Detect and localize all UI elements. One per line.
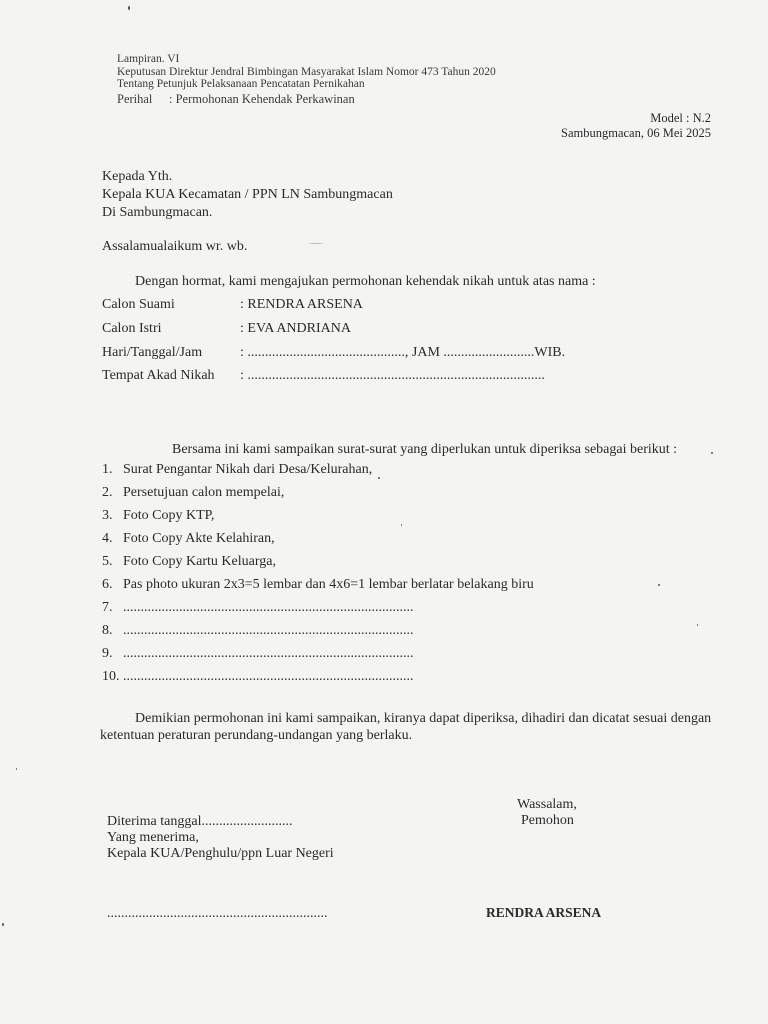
scan-speck <box>2 923 4 926</box>
scan-speck <box>128 6 130 10</box>
intro-text: Dengan hormat, kami mengajukan permohonan kehendak nikah untuk atas nama : <box>135 274 596 289</box>
received-date: Diterima tanggal.......................... <box>107 814 293 829</box>
list-item <box>102 600 414 616</box>
scan-speck <box>378 477 380 479</box>
field-tempat-akad <box>102 368 545 384</box>
perihal-value: : Permohonan Kehendak Perkawinan <box>169 91 355 106</box>
recipient-line-2: Kepala KUA Kecamatan / PPN LN Sambungmacan <box>102 187 393 202</box>
list-item <box>102 485 284 501</box>
keputusan-text: Keputusan Direktur Jendral Bimbingan Masyarakat Islam Nomor 473 Tahun 2020 <box>117 65 496 78</box>
list-text: Surat Pengantar Nikah dari Desa/Kelurahan, <box>123 462 373 477</box>
docs-intro: Bersama ini kami sampaikan surat-surat yang diperlukan untuk diperiksa sebagai berikut : <box>172 442 678 457</box>
list-item <box>102 554 276 570</box>
header-block <box>117 53 496 105</box>
field-value: : EVA ANDRIANA <box>240 321 351 336</box>
greeting: Assalamualaikum wr. wb. <box>102 239 248 254</box>
recipient-line-3: Di Sambungmacan. <box>102 205 213 220</box>
list-item <box>102 577 534 593</box>
tentang-text: Tentang Petunjuk Pelaksanaan Pencatatan Pernikahan <box>117 78 365 90</box>
list-text: Foto Copy KTP, <box>123 508 215 523</box>
list-item <box>102 669 414 685</box>
scan-speck <box>697 624 698 626</box>
model-date-block <box>561 111 711 141</box>
field-value: : ............................................., JAM ..........................WIB. <box>240 345 566 360</box>
place-date: Sambungmacan, 06 Mei 2025 <box>561 126 711 140</box>
field-value: : RENDRA ARSENA <box>240 297 363 312</box>
receiver-text: Yang menerima, <box>107 830 199 845</box>
closing-line-2: ketentuan peraturan perundang-undangan yang berlaku. <box>100 728 413 743</box>
list-text: ................................................................................... <box>123 623 414 638</box>
list-number: 5. <box>102 554 113 569</box>
receiver-name-line: ............................................................... <box>107 906 328 921</box>
field-value: : ..................................................................................... <box>240 368 545 383</box>
scan-speck <box>658 584 660 586</box>
list-text: ................................................................................... <box>123 600 414 615</box>
list-number: 1. <box>102 462 113 477</box>
list-item <box>102 462 372 478</box>
list-number: 9. <box>102 646 113 661</box>
list-number: 2. <box>102 485 113 500</box>
list-item <box>102 508 214 524</box>
list-text: Pas photo ukuran 2x3=5 lembar dan 4x6=1 lembar berlatar belakang biru <box>123 577 534 592</box>
field-label: Hari/Tanggal/Jam <box>102 345 203 360</box>
scan-smudge <box>309 243 323 244</box>
scan-speck <box>16 768 17 770</box>
field-label: Calon Suami <box>102 297 175 312</box>
list-text: ................................................................................... <box>123 646 414 661</box>
list-item <box>102 623 414 639</box>
pemohon-text: Pemohon <box>521 813 574 828</box>
list-number: 4. <box>102 531 113 546</box>
wassalam-text: Wassalam, <box>517 797 577 812</box>
scan-speck <box>401 524 402 526</box>
perihal-row <box>117 93 496 106</box>
field-calon-istri <box>102 321 351 337</box>
scan-speck <box>711 452 713 454</box>
list-text: ................................................................................... <box>123 669 414 684</box>
list-item <box>102 531 275 547</box>
perihal-label: Perihal <box>117 91 153 106</box>
closing-line-1: Demikian permohonan ini kami sampaikan, kiranya dapat diperiksa, dihadiri dan dicatat sesuai dengan <box>135 711 712 726</box>
lampiran-text: Lampiran. VI <box>117 53 180 65</box>
applicant-name: RENDRA ARSENA <box>486 905 602 920</box>
list-number: 6. <box>102 577 113 592</box>
field-label: Tempat Akad Nikah <box>102 368 215 383</box>
list-number: 8. <box>102 623 113 638</box>
list-number: 7. <box>102 600 113 615</box>
recipient-block <box>102 168 393 222</box>
list-number: 3. <box>102 508 113 523</box>
list-item <box>102 646 414 662</box>
list-text: Persetujuan calon mempelai, <box>123 485 285 500</box>
list-text: Foto Copy Akte Kelahiran, <box>123 531 275 546</box>
field-label: Calon Istri <box>102 321 162 336</box>
recipient-line-1: Kepada Yth. <box>102 169 173 184</box>
list-text: Foto Copy Kartu Keluarga, <box>123 554 276 569</box>
field-hari-tanggal-jam <box>102 345 565 361</box>
receiver-position: Kepala KUA/Penghulu/ppn Luar Negeri <box>107 846 334 861</box>
model-number: Model : N.2 <box>650 111 711 125</box>
field-calon-suami <box>102 297 363 313</box>
list-number: 10. <box>102 669 120 684</box>
